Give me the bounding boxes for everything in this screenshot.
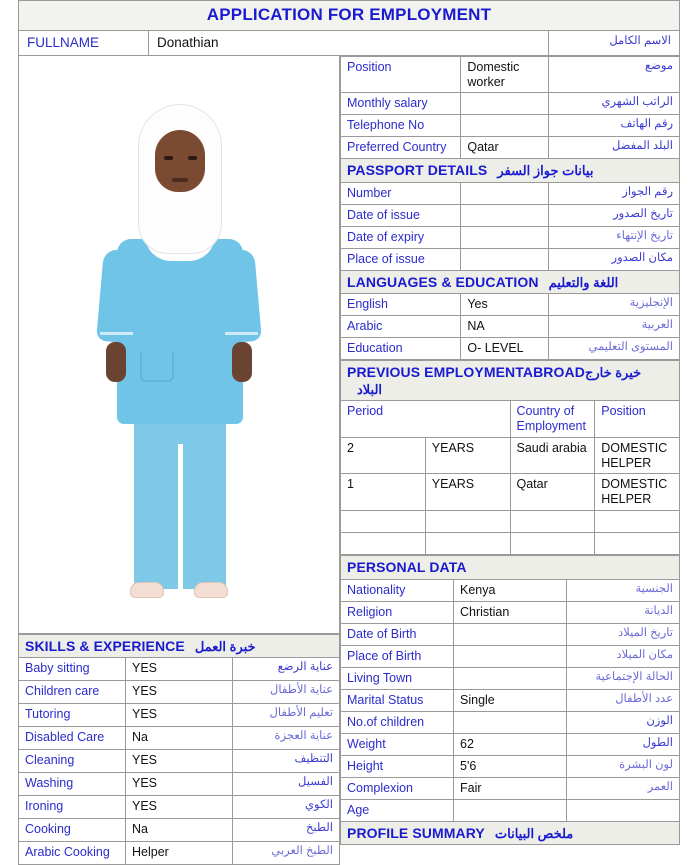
skill-label: Cooking xyxy=(19,819,126,842)
period-value: 1 xyxy=(341,474,426,511)
skill-value: YES xyxy=(126,796,233,819)
position-label: Position xyxy=(341,56,461,93)
previous-employment-table xyxy=(340,360,680,555)
period-column-header: Period xyxy=(341,401,511,438)
date-of-issue-label: Date of issue xyxy=(341,204,461,226)
table-row xyxy=(341,532,680,554)
skill-label: Disabled Care xyxy=(19,727,126,750)
uniform-trousers xyxy=(134,404,226,589)
living-town-value xyxy=(454,667,567,689)
skill-label: Arabic Cooking xyxy=(19,842,126,865)
eye-left xyxy=(164,156,173,160)
age-arabic xyxy=(567,799,680,821)
personal-data-section-header-row xyxy=(341,555,680,579)
table-row xyxy=(341,137,680,159)
skill-value: Na xyxy=(126,727,233,750)
telephone-arabic: رقم الهاتف xyxy=(548,115,679,137)
skill-arabic: عناية الرضع xyxy=(233,658,340,681)
right-details-table xyxy=(340,56,680,361)
living-town-label: Living Town xyxy=(341,667,454,689)
passport-section-header xyxy=(341,159,680,183)
monthly-salary-arabic: الراتب الشهري xyxy=(548,93,679,115)
place-of-birth-value xyxy=(454,645,567,667)
table-row xyxy=(341,93,680,115)
table-row xyxy=(341,711,680,733)
skills-header-arabic: خبرة العمل xyxy=(194,638,256,654)
skill-label: Washing xyxy=(19,773,126,796)
face xyxy=(155,130,205,192)
fullname-row-table xyxy=(18,30,680,56)
skill-label: Baby sitting xyxy=(19,658,126,681)
telephone-value xyxy=(461,115,548,137)
position-value: DOMESTIC HELPER xyxy=(595,474,680,511)
position-value xyxy=(595,510,680,532)
no-of-children-arabic: الوزن xyxy=(567,711,680,733)
table-row xyxy=(341,645,680,667)
table-row xyxy=(341,115,680,137)
marital-status-label: Marital Status xyxy=(341,689,454,711)
monthly-salary-value xyxy=(461,93,548,115)
date-of-expiry-value xyxy=(461,226,548,248)
hand-right xyxy=(232,342,252,382)
passport-number-arabic: رقم الجواز xyxy=(548,182,679,204)
skill-label: Tutoring xyxy=(19,704,126,727)
skill-value: YES xyxy=(126,658,233,681)
place-of-issue-arabic: مكان الصدور xyxy=(548,248,679,270)
table-row xyxy=(19,727,340,750)
table-row xyxy=(341,294,680,316)
complexion-arabic: العمر xyxy=(567,777,680,799)
skill-arabic: عناية العجزة xyxy=(233,727,340,750)
english-label: English xyxy=(341,294,461,316)
marital-status-arabic: عدد الأطفال xyxy=(567,689,680,711)
position-value: DOMESTIC HELPER xyxy=(595,437,680,474)
date-of-issue-value xyxy=(461,204,548,226)
profile-summary-header-arabic: ملخص البيانات xyxy=(494,825,574,841)
fullname-label: FULLNAME xyxy=(19,31,149,56)
table-row xyxy=(341,182,680,204)
nationality-label: Nationality xyxy=(341,579,454,601)
religion-arabic: الديانة xyxy=(567,601,680,623)
age-value xyxy=(454,799,567,821)
table-row xyxy=(341,579,680,601)
position-value xyxy=(595,532,680,554)
previous-employment-header-label: PREVIOUS EMPLOYMENTABROAD xyxy=(347,364,585,381)
table-row xyxy=(19,773,340,796)
passport-header-label: PASSPORT DETAILS xyxy=(347,162,488,179)
position-arabic: موضع xyxy=(548,56,679,93)
education-label: Education xyxy=(341,338,461,360)
weight-value: 62 xyxy=(454,733,567,755)
date-of-expiry-arabic: تاريخ الإنتهاء xyxy=(548,226,679,248)
age-label: Age xyxy=(341,799,454,821)
table-row xyxy=(19,819,340,842)
country-value: Saudi arabia xyxy=(510,437,595,474)
table-row xyxy=(19,704,340,727)
table-row xyxy=(341,510,680,532)
right-column xyxy=(340,56,680,845)
weight-arabic: الطول xyxy=(567,733,680,755)
skills-header-label: SKILLS & EXPERIENCE xyxy=(25,637,185,654)
education-arabic: المستوى التعليمي xyxy=(548,338,679,360)
table-row xyxy=(341,56,680,93)
profile-summary-section-header xyxy=(341,821,680,845)
living-town-arabic: الحالة الإجتماعية xyxy=(567,667,680,689)
personal-data-table xyxy=(340,555,680,845)
table-row xyxy=(341,667,680,689)
passport-header-arabic: بيانات جواز السفر xyxy=(497,163,594,179)
skill-label: Cleaning xyxy=(19,750,126,773)
country-value xyxy=(510,532,595,554)
table-row xyxy=(19,750,340,773)
skill-arabic: الكوي xyxy=(233,796,340,819)
date-of-birth-value xyxy=(454,623,567,645)
hand-left xyxy=(106,342,126,382)
english-value: Yes xyxy=(461,294,548,316)
marital-status-value: Single xyxy=(454,689,567,711)
shoe-left-icon xyxy=(130,582,164,598)
cuff-right xyxy=(225,332,258,335)
previous-employment-column-header-row xyxy=(341,401,680,438)
table-row xyxy=(341,777,680,799)
country-value: Qatar xyxy=(510,474,595,511)
arabic-value: NA xyxy=(461,316,548,338)
languages-header-arabic: اللغة والتعليم xyxy=(548,274,619,290)
complexion-label: Complexion xyxy=(341,777,454,799)
table-row xyxy=(341,799,680,821)
period-unit: YEARS xyxy=(425,474,510,511)
skills-table xyxy=(18,634,340,865)
skill-arabic: الفسيل xyxy=(233,773,340,796)
fullname-arabic-label: الاسم الكامل xyxy=(549,31,680,56)
date-of-birth-label: Date of Birth xyxy=(341,623,454,645)
skill-value: YES xyxy=(126,750,233,773)
fullname-value: Donathian xyxy=(149,31,549,56)
table-row xyxy=(341,689,680,711)
preferred-country-label: Preferred Country xyxy=(341,137,461,159)
height-label: Height xyxy=(341,755,454,777)
monthly-salary-label: Monthly salary xyxy=(341,93,461,115)
left-column xyxy=(18,56,340,865)
skills-section-header-row xyxy=(19,634,340,658)
place-of-issue-label: Place of issue xyxy=(341,248,461,270)
skill-arabic: عناية الأطفال xyxy=(233,681,340,704)
tunic-pocket xyxy=(140,352,174,382)
previous-employment-section-header xyxy=(341,361,680,401)
country-value xyxy=(510,510,595,532)
profile-summary-header-label: PROFILE SUMMARY xyxy=(347,824,485,841)
english-arabic: الإنجليزية xyxy=(548,294,679,316)
religion-value: Christian xyxy=(454,601,567,623)
table-row xyxy=(341,248,680,270)
period-value: 2 xyxy=(341,437,426,474)
skill-value: YES xyxy=(126,773,233,796)
position-value: Domestic worker xyxy=(461,56,548,93)
form-title-bar xyxy=(18,0,680,30)
country-column-header: Country of Employment xyxy=(510,401,595,438)
previous-employment-header-arabic: خيرة خارج البلاد xyxy=(357,365,642,397)
weight-label: Weight xyxy=(341,733,454,755)
place-of-issue-value xyxy=(461,248,548,270)
profile-summary-section-header-row xyxy=(341,821,680,845)
education-value: O- LEVEL xyxy=(461,338,548,360)
place-of-birth-label: Place of Birth xyxy=(341,645,454,667)
eye-right xyxy=(188,156,197,160)
table-row xyxy=(19,658,340,681)
telephone-label: Telephone No xyxy=(341,115,461,137)
nationality-value: Kenya xyxy=(454,579,567,601)
skill-arabic: الطبخ العربي xyxy=(233,842,340,865)
languages-section-header-row xyxy=(341,270,680,294)
table-row xyxy=(341,338,680,360)
table-row xyxy=(19,842,340,865)
place-of-birth-arabic: مكان الميلاد xyxy=(567,645,680,667)
passport-number-label: Number xyxy=(341,182,461,204)
table-row xyxy=(341,204,680,226)
table-row xyxy=(341,623,680,645)
passport-number-value xyxy=(461,182,548,204)
passport-section-header-row xyxy=(341,159,680,183)
table-row xyxy=(341,733,680,755)
date-of-issue-arabic: تاريخ الصدور xyxy=(548,204,679,226)
form-body xyxy=(18,56,680,865)
table-row xyxy=(341,226,680,248)
date-of-expiry-label: Date of expiry xyxy=(341,226,461,248)
skill-arabic: الطبخ xyxy=(233,819,340,842)
skill-label: Children care xyxy=(19,681,126,704)
period-unit xyxy=(425,532,510,554)
table-row xyxy=(341,755,680,777)
preferred-country-arabic: البلد المفضل xyxy=(548,137,679,159)
height-value: 5'6 xyxy=(454,755,567,777)
period-unit: YEARS xyxy=(425,437,510,474)
period-value xyxy=(341,510,426,532)
skill-label: Ironing xyxy=(19,796,126,819)
skill-value: Na xyxy=(126,819,233,842)
no-of-children-label: No.of children xyxy=(341,711,454,733)
preferred-country-value: Qatar xyxy=(461,137,548,159)
shoe-right-icon xyxy=(194,582,228,598)
previous-employment-section-header-row xyxy=(341,361,680,401)
cuff-left xyxy=(100,332,133,335)
position-column-header: Position xyxy=(595,401,680,438)
table-row xyxy=(19,681,340,704)
mouth xyxy=(172,178,188,182)
height-arabic: لون البشرة xyxy=(567,755,680,777)
person-illustration xyxy=(84,74,274,619)
applicant-photo xyxy=(18,56,340,634)
table-row xyxy=(341,601,680,623)
complexion-value: Fair xyxy=(454,777,567,799)
table-row xyxy=(19,796,340,819)
nationality-arabic: الجنسية xyxy=(567,579,680,601)
languages-section-header xyxy=(341,270,680,294)
period-unit xyxy=(425,510,510,532)
period-value xyxy=(341,532,426,554)
languages-header-label: LANGUAGES & EDUCATION xyxy=(347,273,539,290)
religion-label: Religion xyxy=(341,601,454,623)
no-of-children-value xyxy=(454,711,567,733)
date-of-birth-arabic: تاريخ الميلاد xyxy=(567,623,680,645)
skills-section-header xyxy=(19,634,340,658)
arabic-arabic: العربية xyxy=(548,316,679,338)
personal-data-header-label: PERSONAL DATA xyxy=(347,558,467,575)
table-row xyxy=(19,31,680,56)
skill-value: YES xyxy=(126,681,233,704)
skill-value: Helper xyxy=(126,842,233,865)
personal-data-section-header xyxy=(341,555,680,579)
table-row xyxy=(341,437,680,474)
skill-arabic: تعليم الأطفال xyxy=(233,704,340,727)
skill-arabic: التنظيف xyxy=(233,750,340,773)
skill-value: YES xyxy=(126,704,233,727)
page-title: APPLICATION FOR EMPLOYMENT xyxy=(206,5,492,24)
table-row xyxy=(341,474,680,511)
arabic-label: Arabic xyxy=(341,316,461,338)
table-row xyxy=(341,316,680,338)
